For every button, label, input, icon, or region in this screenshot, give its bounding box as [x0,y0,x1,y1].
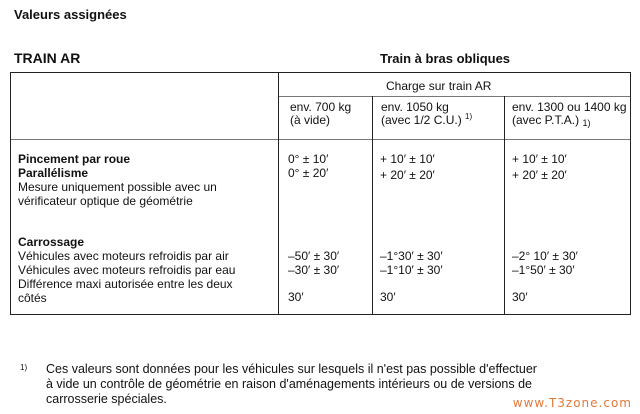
carrossage-col2-eau: –1°10′ ± 30′ [380,263,443,277]
carrossage-line-cotes: côtés [18,291,47,305]
column-header-2-text: (avec 1/2 C.U.) [381,113,462,127]
footnote-line3: carrosserie spéciales. [46,392,167,406]
column-divider-1 [278,72,279,315]
table-bottom-border [10,314,630,315]
carrossage-col1-air: –50′ ± 30′ [288,249,340,263]
footnote-line1: Ces valeurs sont données pour les véhicules sur lesquels il n'est pas possible d'effectuer [46,362,537,376]
pincement-col1-value1: 0° ± 10′ [288,152,329,166]
pincement-col2-value1: + 10′ ± 10′ [380,152,435,166]
carrossage-col3-eau: –1°50′ ± 30′ [512,263,575,277]
pincement-col2-value2: + 20′ ± 20′ [380,168,435,182]
carrossage-col3-diff: 30′ [512,290,528,304]
column-header-3-line2 [512,114,591,128]
carrossage-line-air: Véhicules avec moteurs refroidis par air [18,249,229,263]
footnote-line2: à vide un contrôle de géométrie en raison d'aménagements intérieurs ou de versions de [46,377,533,391]
pincement-col1-value2: 0° ± 20′ [288,166,329,180]
pincement-note-line2: vérificateur optique de géométrie [18,194,193,208]
column-header-3-line1: env. 1300 ou 1400 kg [512,100,627,114]
charge-header-rule [278,96,630,97]
column-header-1-line1: env. 700 kg [290,100,352,114]
site-watermark: www.T3zone.com [512,396,632,410]
header-rule [10,139,630,140]
footnote-ref-1: 1) [465,112,473,121]
carrossage-line-diff: Différence maxi autorisée entre les deux [18,277,233,291]
column-header-2-line2 [381,114,472,128]
pincement-col3-value1: + 10′ ± 10′ [512,152,567,166]
footnote-marker: 1) [20,363,28,372]
column-header-1-line2: (à vide) [290,113,331,127]
carrossage-col1-diff: 30′ [288,290,304,304]
carrossage-title: Carrossage [18,235,85,249]
group-title: Train à bras obliques [380,51,511,66]
column-divider-3 [504,96,505,315]
column-divider-2 [372,96,373,315]
page-heading: Valeurs assignées [14,7,127,22]
carrossage-col3-air: –2° 10′ ± 30′ [512,249,578,263]
carrossage-col2-air: –1°30′ ± 30′ [380,249,443,263]
pincement-note-line1: Mesure uniquement possible avec un [18,180,217,194]
charge-header: Charge sur train AR [386,79,492,93]
column-header-3-text: (avec P.T.A.) [512,113,580,127]
pincement-subtitle: Parallélisme [18,166,89,180]
table-left-border [10,72,11,315]
pincement-col3-value2: + 20′ ± 20′ [512,168,567,182]
table-top-border [10,72,630,73]
column-header-2-line1: env. 1050 kg [381,100,449,114]
pincement-title: Pincement par roue [18,152,131,166]
section-title: TRAIN AR [14,50,81,66]
table-right-border [630,72,631,315]
carrossage-line-eau: Véhicules avec moteurs refroidis par eau [18,263,236,277]
carrossage-col1-eau: –30′ ± 30′ [288,263,340,277]
footnote-ref-2: 1) [582,118,591,128]
carrossage-col2-diff: 30′ [380,290,396,304]
